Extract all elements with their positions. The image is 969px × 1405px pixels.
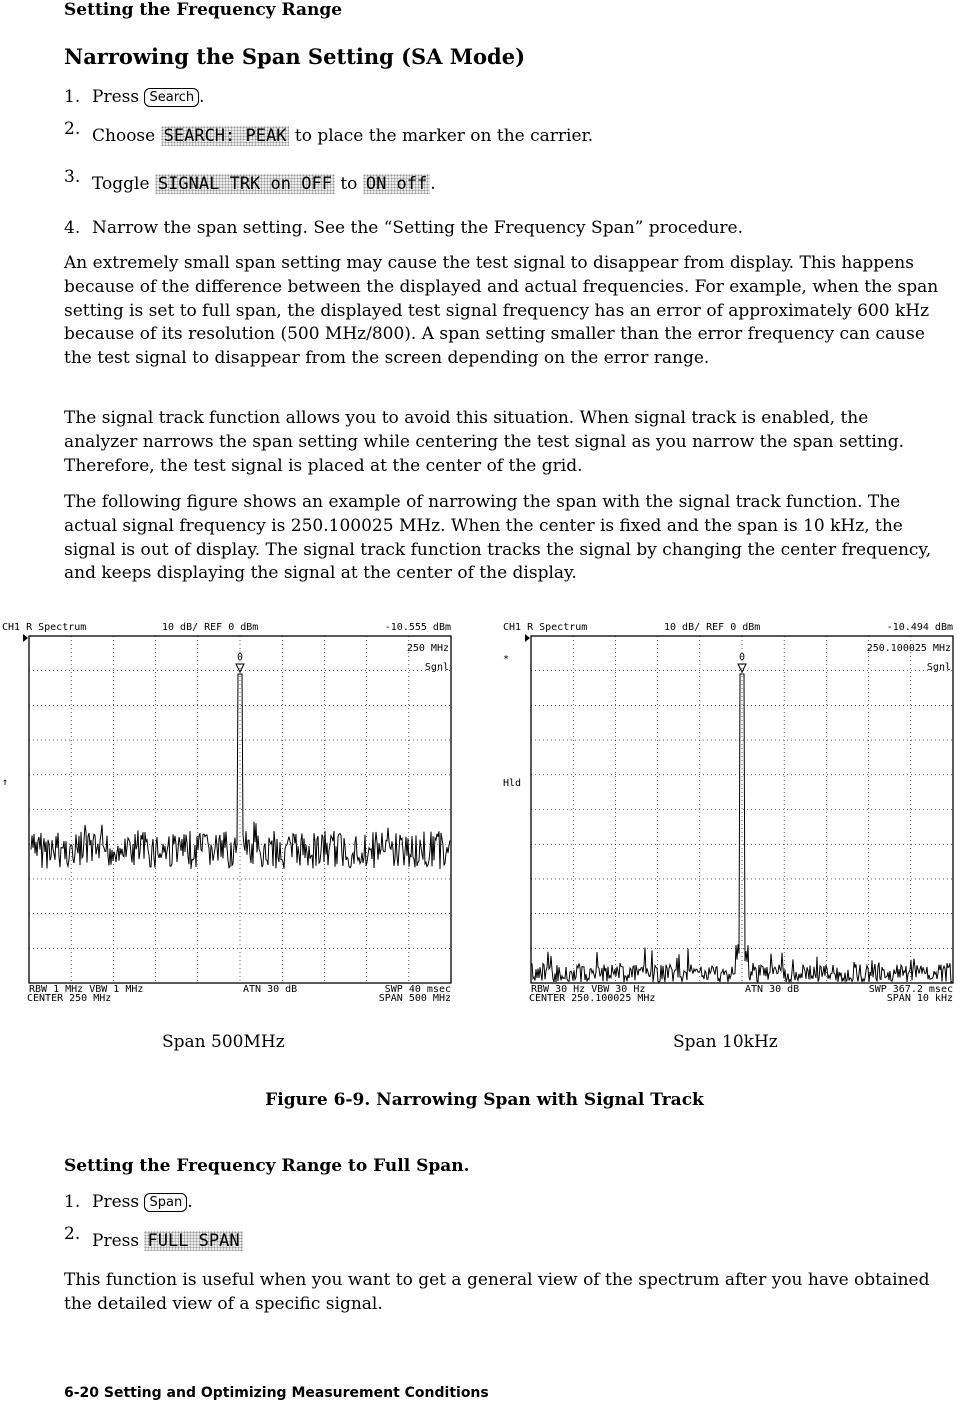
figure-screens — [0, 612, 969, 1012]
paragraph: The following figure shows an example of narrowing the span with the signal track function. The actual signal frequency is 250.100025 MHz. When the center is fixed and the span is 10 kHz, the signal is out of display. The signal track function tracks the signal by changing the center frequency, and keeps displaying the signal at the center of the display. — [64, 492, 932, 584]
right-marker-freq: 250.100025 MHz — [866, 643, 951, 654]
right-graticule-grid — [531, 636, 953, 983]
step-punct: . — [187, 1192, 193, 1212]
left-screen — [2, 622, 451, 1004]
right-ref-arrow-icon — [525, 634, 530, 642]
step-text: Press — [92, 87, 140, 107]
paragraph: The signal track function allows you to avoid this situation. When signal track is enabled, the analyzer narrows the span setting while centering the test signal as you narrow the span setting. Therefore, the test signal is placed at the center of the grid. — [64, 408, 905, 476]
left-marker-label: Sgnl — [424, 662, 449, 673]
paragraph: This function is useful when you want to get a general view of the spectrum after you have obtained the detailed view of a specific signal. — [64, 1270, 930, 1314]
search-peak-softkey[interactable]: SEARCH: PEAK — [161, 126, 290, 146]
step-number: 2. — [64, 1224, 81, 1244]
left-header-mid: 10 dB/ REF 0 dBm — [162, 622, 259, 633]
step-punct: . — [430, 174, 436, 194]
figure-caption: Figure 6-9. Narrowing Span with Signal Track — [265, 1090, 704, 1110]
step-text: Toggle — [92, 174, 150, 194]
right-bottom-1-right: SWP 367.2 msec — [868, 984, 953, 995]
right-screen-caption: Span 10kHz — [673, 1032, 778, 1052]
span-key[interactable]: Span — [144, 1193, 187, 1212]
step-text: Choose — [92, 126, 156, 146]
full-span-softkey[interactable]: FULL SPAN — [144, 1231, 242, 1251]
left-marker-freq: 250 MHz — [406, 643, 449, 654]
left-bottom-1-left: RBW 1 MHz VBW 1 MHz — [29, 984, 144, 995]
left-bottom-2-left: CENTER 250 MHz — [27, 993, 112, 1004]
left-bottom-1-mid: ATN 30 dB — [243, 984, 298, 995]
step-text: Press — [92, 1231, 140, 1251]
signal-trk-softkey[interactable]: SIGNAL TRK on OFF — [155, 174, 335, 194]
step-number: 3. — [64, 167, 81, 187]
step-1 — [64, 87, 205, 107]
right-marker-label: Sgnl — [926, 662, 951, 673]
search-key[interactable]: Search — [144, 88, 199, 107]
page-footer: 6-20 Setting and Optimizing Measurement Conditions — [64, 1385, 489, 1401]
right-bottom-2-left: CENTER 250.100025 MHz — [529, 993, 656, 1004]
section-title: Narrowing the Span Setting (SA Mode) — [64, 44, 526, 69]
step-1 — [64, 1192, 193, 1212]
left-header-left: CH1 R Spectrum — [2, 622, 87, 633]
step-number: 1. — [64, 1192, 81, 1212]
left-screen-caption: Span 500MHz — [162, 1032, 285, 1052]
step-punct: . — [199, 87, 205, 107]
step-text: to place the marker on the carrier. — [294, 126, 594, 146]
step-4 — [64, 218, 743, 238]
right-side-symbol: * — [503, 654, 510, 665]
step-2 — [64, 119, 594, 146]
left-ref-arrow-icon — [23, 634, 28, 642]
right-marker-number: 0 — [738, 652, 746, 663]
left-bottom-1-right: SWP 40 msec — [384, 984, 451, 995]
right-header-mid: 10 dB/ REF 0 dBm — [664, 622, 761, 633]
left-spectrum-trace — [31, 674, 450, 869]
right-screen — [503, 622, 953, 1004]
left-header-right: -10.555 dBm — [384, 622, 451, 633]
right-bottom-1-left: RBW 30 Hz VBW 30 Hz — [531, 984, 646, 995]
step-number: 4. — [64, 218, 81, 238]
left-graticule-grid — [29, 636, 451, 983]
section-title: Setting the Frequency Range to Full Span. — [64, 1156, 470, 1176]
right-bottom-1-mid: ATN 30 dB — [745, 984, 800, 995]
step-text: Press — [92, 1192, 140, 1212]
step-3 — [64, 167, 436, 194]
step-text: to — [340, 174, 358, 194]
step-number: 2. — [64, 119, 81, 139]
right-header-right: -10.494 dBm — [886, 622, 953, 633]
right-side-hld: Hld — [503, 778, 522, 789]
right-bottom-2-right: SPAN 10 kHz — [886, 993, 953, 1004]
left-bottom-2-right: SPAN 500 MHz — [378, 993, 451, 1004]
step-number: 1. — [64, 87, 81, 107]
left-side-symbol: ↑ — [2, 777, 9, 788]
right-header-left: CH1 R Spectrum — [503, 622, 588, 633]
paragraph: An extremely small span setting may cause the test signal to disappear from display. This happens because of the difference between the displayed and actual frequencies. For example, when the span setting is set to full span, the displayed test signal frequency has an error of approximately 600 kHz because of its resolution (500 MHz/800). A span setting smaller than the error frequency can cause the test signal to disappear from the screen depending on the error range. — [64, 253, 939, 369]
on-off-softkey[interactable]: ON off — [363, 174, 430, 194]
running-header: Setting the Frequency Range — [64, 0, 343, 20]
step-text: Narrow the span setting. See the “Setting the Frequency Span” procedure. — [92, 218, 744, 238]
left-marker-number: 0 — [236, 652, 244, 663]
step-2 — [64, 1224, 243, 1251]
